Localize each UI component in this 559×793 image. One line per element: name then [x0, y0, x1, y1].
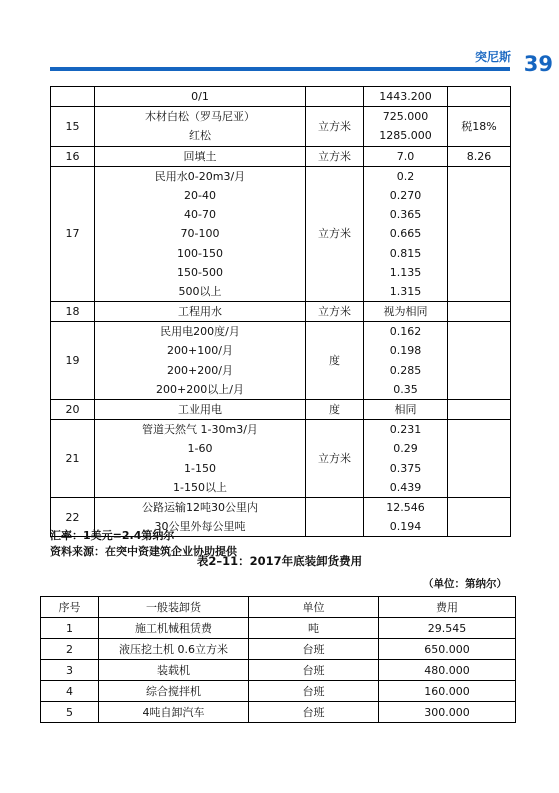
row-number: 16: [51, 146, 95, 166]
table-row: [51, 302, 511, 322]
row-number: [51, 87, 95, 107]
unit-cell: [306, 87, 364, 107]
unit-cell: [306, 497, 364, 536]
row-number: 1: [41, 618, 99, 639]
table-row: [41, 639, 516, 660]
table-row: [51, 420, 511, 498]
col-header-cost: 费用: [379, 597, 516, 618]
table-row: [51, 400, 511, 420]
value-cell-line: 0.665: [389, 227, 422, 241]
note-cell: 8.26: [448, 146, 511, 166]
table-header-row: [41, 597, 516, 618]
row-number: 15: [51, 107, 95, 146]
cost-cell: 300.000: [379, 702, 516, 723]
value-cell-line: 0.2: [396, 169, 415, 183]
note-cell: 税18%: [448, 107, 511, 146]
value-cell-line: 0.375: [389, 461, 422, 475]
header-title: 突尼斯: [474, 50, 511, 64]
value-cell-line: 0.285: [389, 363, 422, 377]
unit-cell: 立方米: [306, 302, 364, 322]
value-cell-line: 0.194: [389, 520, 422, 534]
table-row: [51, 146, 511, 166]
row-number: 19: [51, 322, 95, 400]
value-cell: [364, 302, 448, 322]
table-row: [51, 107, 511, 146]
table-row: [51, 322, 511, 400]
value-cell-line: 0.198: [389, 344, 422, 358]
unit-cell: 台班: [249, 660, 379, 681]
item-cell: [95, 420, 306, 498]
item-cell-line: 20-40: [184, 188, 216, 202]
page-number: 39: [523, 52, 553, 76]
row-number: 5: [41, 702, 99, 723]
col-header-item: 一般装卸货: [99, 597, 249, 618]
value-cell-line: 0.365: [389, 208, 422, 222]
value-cell-line: 7.0: [396, 149, 415, 163]
exchange-rate-note: 汇率：1美元=2.4第纳尔: [50, 529, 175, 542]
item-cell-line: 回填土: [183, 149, 217, 163]
unit-cell: 度: [306, 400, 364, 420]
value-cell-line: 0.162: [389, 325, 422, 339]
item-cell: [95, 87, 306, 107]
item-cell-line: 工程用水: [178, 305, 222, 319]
unit-cell: 台班: [249, 702, 379, 723]
value-cell-line: 0.815: [389, 246, 422, 260]
item-cell-line: 1-150: [184, 461, 216, 475]
item-cell-line: 民用电200度/月: [160, 325, 240, 339]
row-number: 21: [51, 420, 95, 498]
note-cell: [448, 322, 511, 400]
value-cell: [364, 146, 448, 166]
item-cell-line: 民用水0-20m3/月: [154, 169, 246, 183]
value-cell-line: 1443.200: [379, 90, 432, 103]
item-cell: 施工机械租赁费: [99, 618, 249, 639]
item-cell: 综合搅拌机: [99, 681, 249, 702]
value-cell: [364, 107, 448, 146]
header-rule: [50, 67, 510, 71]
row-number: 22: [51, 497, 95, 536]
item-cell: [95, 107, 306, 146]
item-cell: [95, 302, 306, 322]
unit-cell: 台班: [249, 681, 379, 702]
row-number: 2: [41, 639, 99, 660]
unit-note: （单位：第纳尔）: [423, 578, 507, 590]
note-cell: [448, 420, 511, 498]
value-cell-line: 1.135: [389, 265, 422, 279]
item-cell: 液压挖土机 0.6立方米: [99, 639, 249, 660]
unit-cell: 立方米: [306, 420, 364, 498]
cost-cell: 29.545: [379, 618, 516, 639]
value-cell: [364, 322, 448, 400]
col-header-unit: 单位: [249, 597, 379, 618]
value-cell-line: 12.546: [386, 500, 425, 514]
loading-fee-table: [40, 596, 516, 723]
item-cell-line: 1-150以上: [173, 480, 227, 494]
value-cell: [364, 420, 448, 498]
item-cell: 4吨自卸汽车: [99, 702, 249, 723]
row-number: 3: [41, 660, 99, 681]
col-header-no: 序号: [41, 597, 99, 618]
note-cell: [448, 302, 511, 322]
value-cell-line: 0.35: [393, 382, 418, 396]
table-row: [41, 681, 516, 702]
value-cell-line: 1.315: [389, 284, 422, 298]
item-cell: [95, 166, 306, 301]
value-cell-line: 0.231: [389, 423, 422, 437]
row-number: 20: [51, 400, 95, 420]
table-row: [41, 660, 516, 681]
item-cell-line: 70-100: [180, 227, 220, 241]
item-cell-line: 公路运输12吨30公里内: [142, 500, 258, 514]
source-note: 资料来源：在突中资建筑企业协助提供: [50, 545, 237, 558]
unit-cell: 立方米: [306, 166, 364, 301]
cost-cell: 480.000: [379, 660, 516, 681]
value-cell: [364, 166, 448, 301]
value-cell-line: 0.439: [389, 480, 422, 494]
value-cell-line: 视为相同: [383, 305, 428, 319]
row-number: 17: [51, 166, 95, 301]
item-cell: [95, 322, 306, 400]
table-row: [51, 166, 511, 301]
unit-cell: 度: [306, 322, 364, 400]
note-cell: [448, 400, 511, 420]
item-cell-line: 200+200/月: [167, 363, 233, 377]
item-cell: 装载机: [99, 660, 249, 681]
table-row: [51, 87, 511, 107]
cost-cell: 160.000: [379, 681, 516, 702]
note-cell: [448, 166, 511, 301]
value-cell-line: 相同: [394, 403, 417, 416]
unit-cell: 立方米: [306, 107, 364, 146]
item-cell-line: 150-500: [177, 265, 223, 279]
row-number: 4: [41, 681, 99, 702]
unit-cell: 吨: [249, 618, 379, 639]
value-cell: [364, 497, 448, 536]
item-cell-line: 木材白松（罗马尼亚）: [145, 110, 255, 124]
table-row: [41, 702, 516, 723]
item-cell-line: 200+100/月: [167, 344, 233, 358]
value-cell-line: 0.270: [389, 188, 422, 202]
item-cell-line: 红松: [189, 129, 211, 143]
value-cell-line: 0.29: [393, 442, 418, 456]
item-cell-line: 200+200以上/月: [156, 382, 244, 396]
item-cell-line: 0/1: [191, 90, 209, 103]
item-cell-line: 30公里外每公里吨: [154, 520, 246, 534]
item-cell-line: 100-150: [177, 246, 223, 260]
note-cell: [448, 87, 511, 107]
item-cell: [95, 400, 306, 420]
cost-cell: 650.000: [379, 639, 516, 660]
table-caption: 表2–11：2017年底装卸货费用: [196, 554, 363, 568]
item-cell-line: 工业用电: [178, 403, 222, 416]
unit-cell: 立方米: [306, 146, 364, 166]
item-cell-line: 500以上: [178, 284, 222, 298]
value-cell: [364, 87, 448, 107]
row-number: 18: [51, 302, 95, 322]
item-cell-line: 40-70: [184, 208, 216, 222]
item-cell-line: 1-60: [187, 442, 213, 456]
value-cell-line: 1285.000: [379, 129, 432, 143]
table-row: [41, 618, 516, 639]
item-cell-line: 管道天然气 1-30m3/月: [142, 423, 258, 437]
unit-cell: 台班: [249, 639, 379, 660]
item-cell: [95, 146, 306, 166]
value-cell-line: 725.000: [382, 110, 429, 124]
price-table: [50, 86, 511, 537]
value-cell: [364, 400, 448, 420]
note-cell: [448, 497, 511, 536]
